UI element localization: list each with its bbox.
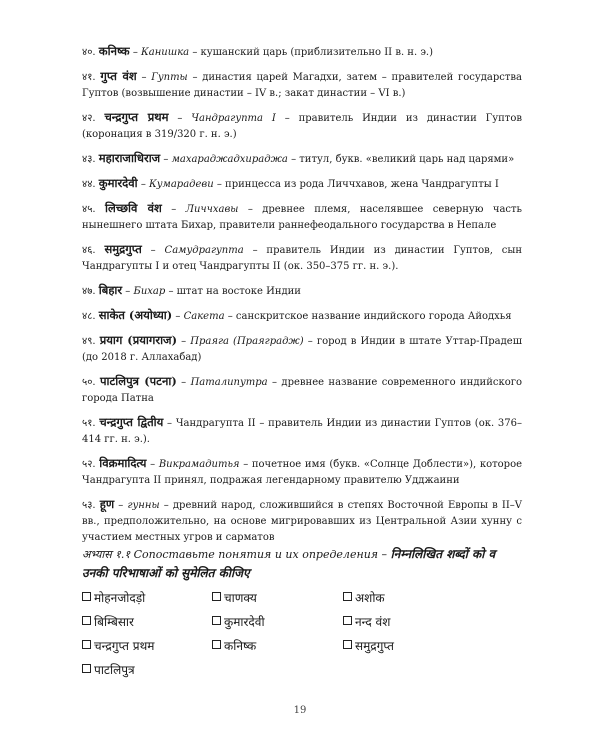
checkbox-icon[interactable]: [82, 616, 91, 625]
entry-separator: –: [172, 311, 184, 322]
entry-number: ४९.: [82, 336, 96, 347]
entry-separator: –: [163, 418, 176, 429]
glossary-entry: [82, 200, 522, 234]
entry-number: ४६.: [82, 245, 96, 256]
exercise-option-label: बिम्बिसार: [94, 615, 134, 629]
checkbox-icon[interactable]: [343, 640, 352, 649]
entry-transliteration: Самудрагупта: [164, 245, 244, 256]
entry-number: ४८.: [82, 311, 96, 322]
entry-definition: – династия царей Магадхи, затем – правителей государства Гуптов (возвышение династии – IV в.; закат династии – VI в.): [82, 72, 522, 99]
entry-term-hindi: समुद्रगुप्त: [104, 242, 142, 256]
entry-number: ४७.: [82, 286, 96, 297]
exercise-heading: [82, 545, 522, 583]
exercise-option[interactable]: [82, 661, 212, 679]
exercise-option-label: पाटलिपुत्र: [94, 663, 135, 677]
checkbox-icon[interactable]: [82, 640, 91, 649]
entry-term-hindi: प्रयाग (प्रयागराज): [99, 333, 178, 347]
entry-separator: –: [137, 179, 150, 190]
entry-term-hindi: विक्रमादित्य: [99, 456, 147, 470]
entry-separator: –: [161, 204, 186, 215]
entry-definition: – санскритское название индийского города Айодхья: [224, 311, 512, 322]
glossary-entry: [82, 496, 522, 546]
entry-number: ४२.: [82, 113, 96, 124]
entry-transliteration: Викрамадитья: [158, 459, 240, 470]
entry-separator: –: [129, 47, 141, 58]
exercise-option[interactable]: [82, 637, 212, 655]
entry-term-hindi: चन्द्रगुप्त द्वितीय: [99, 415, 164, 429]
entry-separator: –: [141, 245, 165, 256]
entry-term-hindi: गुप्त वंश: [100, 69, 137, 83]
entry-separator: –: [122, 286, 134, 297]
exercise-instruction-hi: निम्नलिखित शब्दों को व उनकी परिभाषाओं को सुमेलित कीजिए: [82, 547, 496, 580]
exercise-option[interactable]: [82, 613, 212, 631]
entry-transliteration: махараджадхираджа: [171, 154, 288, 165]
entry-separator: –: [177, 336, 191, 347]
glossary-entry: [82, 282, 522, 300]
glossary-list: [82, 43, 522, 553]
entry-transliteration: Сакета: [183, 311, 225, 322]
entry-separator: –: [160, 154, 172, 165]
checkbox-icon[interactable]: [82, 592, 91, 601]
glossary-entry: [82, 414, 522, 448]
exercise-option[interactable]: [212, 589, 343, 607]
entry-definition: – древний народ, сложившийся в степях Восточной Европы в II–V вв., предположительно, на основе мигрировавших из Центральной Азии хунну с участием местных угров и сарматов: [82, 500, 522, 543]
entry-transliteration: Канишка: [141, 47, 190, 58]
entry-definition: – древнее название современного индийского города Патна: [82, 377, 522, 404]
exercise-option-label: चाणक्य: [224, 591, 257, 605]
exercise-instruction-ru: Сопоставьте понятия и их определения –: [130, 548, 391, 561]
exercise-block: [82, 545, 522, 679]
entry-transliteration: Гупты: [151, 72, 188, 83]
entry-transliteration: Паталипутра: [190, 377, 268, 388]
entry-number: ५१.: [82, 418, 96, 429]
page-number: 19: [293, 705, 307, 716]
exercise-option[interactable]: [212, 613, 343, 631]
checkbox-icon[interactable]: [212, 640, 221, 649]
exercise-option-label: नन्द वंश: [355, 615, 391, 629]
exercise-option-label: कुमारदेवी: [224, 615, 265, 629]
entry-number: ४४.: [82, 179, 96, 190]
checkbox-icon[interactable]: [343, 616, 352, 625]
entry-definition: – город в Индии в штате Уттар-Прадеш (до 2018 г. Аллахабад): [82, 336, 523, 363]
entry-term-hindi: बिहार: [98, 283, 123, 297]
exercise-option-label: कनिष्क: [224, 639, 257, 653]
entry-number: ५३.: [82, 500, 96, 511]
exercise-options: [82, 589, 522, 679]
entry-number: ४३.: [82, 154, 96, 165]
entry-transliteration: Кумарадеви: [149, 179, 214, 190]
exercise-option[interactable]: [82, 589, 212, 607]
exercise-option[interactable]: [212, 637, 343, 655]
entry-term-hindi: साकेत (अयोध्या): [98, 308, 173, 322]
entry-number: ४०.: [82, 47, 96, 58]
entry-definition: – древнее племя, населявшее северную часть нынешнего штата Бихар, правители раннефеодального государства в Непале: [82, 204, 522, 231]
exercise-option-label: अशोक: [355, 591, 385, 605]
glossary-entry: [82, 43, 522, 61]
entry-definition: – принцесса из рода Личчхавов, жена Чандрагупты I: [213, 179, 499, 190]
entry-number: ४५.: [82, 204, 96, 215]
checkbox-icon[interactable]: [212, 592, 221, 601]
exercise-option-label: समुद्रगुप्त: [355, 639, 394, 653]
exercise-option-label: चन्द्रगुप्त प्रथम: [94, 639, 155, 653]
entry-separator: –: [114, 500, 128, 511]
glossary-entry: [82, 68, 522, 102]
glossary-entry: [82, 109, 522, 143]
entry-separator: –: [176, 377, 191, 388]
entry-separator: –: [146, 459, 159, 470]
glossary-entry: [82, 307, 522, 325]
entry-number: ५२.: [82, 459, 96, 470]
glossary-entry: [82, 150, 522, 168]
entry-number: ५०.: [82, 377, 96, 388]
glossary-entry: [82, 241, 522, 275]
checkbox-icon[interactable]: [212, 616, 221, 625]
exercise-label: अभ्यास १.१: [82, 548, 131, 561]
entry-separator: –: [136, 72, 152, 83]
entry-term-hindi: हूण: [99, 497, 115, 511]
entry-definition: – правитель Индии из династии Гуптов, сын Чандрагупты I и отец Чандрагупты II (ок. 350–375 гг. н. э.).: [82, 245, 522, 272]
glossary-entry: [82, 373, 522, 407]
entry-definition: – почетное имя (букв. «Солнце Доблести»), которое Чандрагупта II принял, подражая легендарному правителю Удджаини: [82, 459, 523, 486]
entry-term-hindi: पाटलिपुत्र (पटना): [100, 374, 177, 388]
entry-term-hindi: चन्द्रगुप्त प्रथम: [104, 110, 169, 124]
checkbox-icon[interactable]: [82, 664, 91, 673]
entry-definition: – титул, букв. «великий царь над царями»: [287, 154, 515, 165]
checkbox-icon[interactable]: [343, 592, 352, 601]
entry-definition: Чандрагупта II – правитель Индии из династии Гуптов (ок. 376–414 гг. н. э.).: [82, 418, 522, 445]
entry-transliteration: Праяга (Праяградж): [190, 336, 304, 347]
entry-term-hindi: महाराजाधिराज: [98, 151, 161, 165]
exercise-option[interactable]: [343, 589, 473, 607]
entry-transliteration: гунны: [127, 500, 160, 511]
entry-number: ४१.: [82, 72, 96, 83]
entry-transliteration: Бихар: [133, 286, 166, 297]
entry-separator: –: [168, 113, 192, 124]
entry-transliteration: Чандрагупта I: [191, 113, 276, 124]
glossary-entry: [82, 332, 522, 366]
glossary-entry: [82, 455, 522, 489]
entry-term-hindi: लिच्छवि वंश: [104, 201, 162, 215]
entry-transliteration: Личчхавы: [185, 204, 239, 215]
entry-term-hindi: कुमारदेवी: [98, 176, 138, 190]
entry-term-hindi: कनिष्क: [98, 44, 130, 58]
entry-definition: – кушанский царь (приблизительно II в. н. э.): [189, 47, 434, 58]
exercise-option[interactable]: [343, 613, 473, 631]
glossary-entry: [82, 175, 522, 193]
exercise-option-label: मोहनजोदड़ो: [94, 591, 146, 605]
exercise-option[interactable]: [343, 637, 473, 655]
entry-definition: – штат на востоке Индии: [165, 286, 301, 297]
entry-definition: – правитель Индии из династии Гуптов (коронация в 319/320 г. н. э.): [82, 113, 522, 140]
